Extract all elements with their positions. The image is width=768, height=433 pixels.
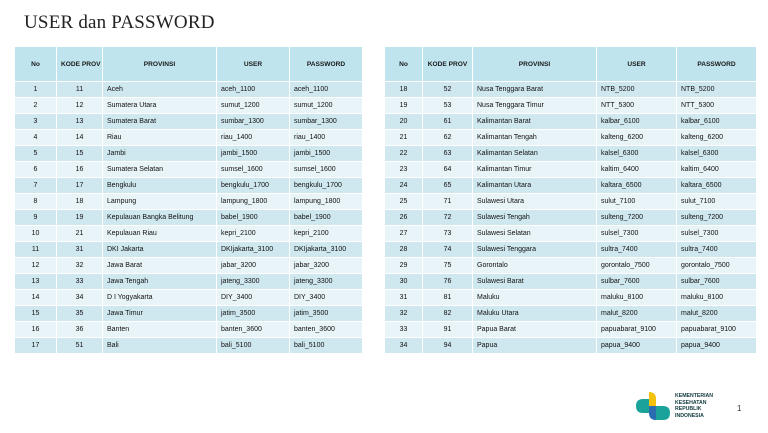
cell-no: 25 — [385, 194, 423, 210]
cell-user: kaltim_6400 — [597, 162, 677, 178]
cell-no: 4 — [15, 130, 57, 146]
cell-no: 11 — [15, 242, 57, 258]
cell-user: NTT_5300 — [597, 98, 677, 114]
cell-no: 8 — [15, 194, 57, 210]
header-user: USER — [217, 47, 290, 82]
cell-kode-prov: 75 — [423, 258, 473, 274]
header-password: PASSWORD — [677, 47, 757, 82]
header-kode-prov: KODE PROV — [423, 47, 473, 82]
cell-user: bali_5100 — [217, 338, 290, 354]
table-row — [385, 146, 757, 162]
cell-kode-prov: 13 — [57, 114, 103, 130]
cell-no: 22 — [385, 146, 423, 162]
cell-no: 19 — [385, 98, 423, 114]
cell-no: 27 — [385, 226, 423, 242]
cell-no: 21 — [385, 130, 423, 146]
table-row — [15, 178, 363, 194]
cell-provinsi: Kalimantan Barat — [473, 114, 597, 130]
cell-no: 14 — [15, 290, 57, 306]
cell-provinsi: Sulawesi Tengah — [473, 210, 597, 226]
cell-provinsi: Nusa Tenggara Timur — [473, 98, 597, 114]
cell-kode-prov: 62 — [423, 130, 473, 146]
cell-password: bengkulu_1700 — [290, 178, 363, 194]
cell-no: 33 — [385, 322, 423, 338]
cell-kode-prov: 82 — [423, 306, 473, 322]
cell-kode-prov: 81 — [423, 290, 473, 306]
cell-password: jambi_1500 — [290, 146, 363, 162]
table-row — [385, 114, 757, 130]
table-row — [15, 114, 363, 130]
cell-kode-prov: 73 — [423, 226, 473, 242]
cell-user: kalbar_6100 — [597, 114, 677, 130]
cell-provinsi: Jambi — [103, 146, 217, 162]
cell-provinsi: Kalimantan Utara — [473, 178, 597, 194]
cell-password: sulteng_7200 — [677, 210, 757, 226]
cell-password: banten_3600 — [290, 322, 363, 338]
cell-kode-prov: 63 — [423, 146, 473, 162]
cell-provinsi: Jawa Barat — [103, 258, 217, 274]
table-row — [15, 258, 363, 274]
cell-provinsi: Bali — [103, 338, 217, 354]
table-row — [15, 162, 363, 178]
cell-provinsi: DKI Jakarta — [103, 242, 217, 258]
cell-user: jabar_3200 — [217, 258, 290, 274]
table-row — [385, 242, 757, 258]
cell-provinsi: Sumatera Barat — [103, 114, 217, 130]
cell-kode-prov: 36 — [57, 322, 103, 338]
cell-user: riau_1400 — [217, 130, 290, 146]
cell-user: NTB_5200 — [597, 82, 677, 98]
cell-password: kaltara_6500 — [677, 178, 757, 194]
cell-password: kalteng_6200 — [677, 130, 757, 146]
header-kode-prov: KODE PROV — [57, 47, 103, 82]
logo-line: KESEHATAN — [675, 399, 707, 406]
cell-password: papuabarat_9100 — [677, 322, 757, 338]
cell-password: kepri_2100 — [290, 226, 363, 242]
table-row — [15, 82, 363, 98]
page-title: USER dan PASSWORD — [24, 12, 215, 33]
cell-password: sulbar_7600 — [677, 274, 757, 290]
cell-no: 15 — [15, 306, 57, 322]
table-row — [385, 274, 757, 290]
cell-user: papua_9400 — [597, 338, 677, 354]
cell-provinsi: Sulawesi Utara — [473, 194, 597, 210]
table-row — [385, 226, 757, 242]
cell-provinsi: Riau — [103, 130, 217, 146]
cell-provinsi: Sumatera Selatan — [103, 162, 217, 178]
cell-password: DKIjakarta_3100 — [290, 242, 363, 258]
cell-password: riau_1400 — [290, 130, 363, 146]
cell-user: lampung_1800 — [217, 194, 290, 210]
cell-password: DIY_3400 — [290, 290, 363, 306]
cell-password: NTB_5200 — [677, 82, 757, 98]
cell-password: NTT_5300 — [677, 98, 757, 114]
table-row — [385, 82, 757, 98]
cell-provinsi: Jawa Tengah — [103, 274, 217, 290]
cell-password: kalsel_6300 — [677, 146, 757, 162]
cell-no: 31 — [385, 290, 423, 306]
cell-password: sumut_1200 — [290, 98, 363, 114]
cell-password: kalbar_6100 — [677, 114, 757, 130]
table-row — [15, 98, 363, 114]
cell-password: gorontalo_7500 — [677, 258, 757, 274]
cell-kode-prov: 17 — [57, 178, 103, 194]
cell-kode-prov: 32 — [57, 258, 103, 274]
table-row — [385, 130, 757, 146]
cell-kode-prov: 76 — [423, 274, 473, 290]
cell-provinsi: Sulawesi Barat — [473, 274, 597, 290]
logo-line: INDONESIA — [675, 412, 704, 419]
logo-text — [675, 393, 713, 419]
table-row — [15, 242, 363, 258]
table-row — [385, 290, 757, 306]
cell-user: kaltara_6500 — [597, 178, 677, 194]
cell-user: sulbar_7600 — [597, 274, 677, 290]
cell-password: bali_5100 — [290, 338, 363, 354]
cell-kode-prov: 91 — [423, 322, 473, 338]
cell-password: papua_9400 — [677, 338, 757, 354]
logo-line: KEMENTERIAN — [675, 393, 714, 399]
cell-user: papuabarat_9100 — [597, 322, 677, 338]
cell-kode-prov: 21 — [57, 226, 103, 242]
table-body-right — [385, 82, 757, 354]
table-header-row — [385, 47, 757, 82]
cell-provinsi: Bengkulu — [103, 178, 217, 194]
cell-user: sulteng_7200 — [597, 210, 677, 226]
cell-provinsi: Papua — [473, 338, 597, 354]
cell-password: sulsel_7300 — [677, 226, 757, 242]
cell-user: malut_8200 — [597, 306, 677, 322]
table-row — [15, 322, 363, 338]
cell-kode-prov: 12 — [57, 98, 103, 114]
cell-kode-prov: 15 — [57, 146, 103, 162]
cell-password: jatim_3500 — [290, 306, 363, 322]
cell-password: lampung_1800 — [290, 194, 363, 210]
cell-kode-prov: 72 — [423, 210, 473, 226]
cell-user: sultra_7400 — [597, 242, 677, 258]
cell-kode-prov: 65 — [423, 178, 473, 194]
cell-user: banten_3600 — [217, 322, 290, 338]
cell-provinsi: Jawa Timur — [103, 306, 217, 322]
cell-no: 24 — [385, 178, 423, 194]
cell-password: kaltim_6400 — [677, 162, 757, 178]
header-user: USER — [597, 47, 677, 82]
cell-kode-prov: 52 — [423, 82, 473, 98]
cell-kode-prov: 11 — [57, 82, 103, 98]
cell-user: sulut_7100 — [597, 194, 677, 210]
cell-kode-prov: 61 — [423, 114, 473, 130]
cell-no: 5 — [15, 146, 57, 162]
cell-password: sumbar_1300 — [290, 114, 363, 130]
cell-provinsi: Kalimantan Tengah — [473, 130, 597, 146]
cell-user: kepri_2100 — [217, 226, 290, 242]
cell-provinsi: Sumatera Utara — [103, 98, 217, 114]
cell-user: jatim_3500 — [217, 306, 290, 322]
page-number: 1 — [737, 404, 742, 413]
cell-no: 2 — [15, 98, 57, 114]
header-provinsi: PROVINSI — [473, 47, 597, 82]
table-row — [385, 194, 757, 210]
table-row — [385, 322, 757, 338]
table-row — [385, 178, 757, 194]
cell-user: sulsel_7300 — [597, 226, 677, 242]
cell-kode-prov: 64 — [423, 162, 473, 178]
cell-password: babel_1900 — [290, 210, 363, 226]
table-row — [15, 290, 363, 306]
cell-user: gorontalo_7500 — [597, 258, 677, 274]
cell-user: babel_1900 — [217, 210, 290, 226]
header-password: PASSWORD — [290, 47, 363, 82]
cell-provinsi: Kepulauan Riau — [103, 226, 217, 242]
cell-provinsi: Banten — [103, 322, 217, 338]
cell-user: aceh_1100 — [217, 82, 290, 98]
cell-user: sumbar_1300 — [217, 114, 290, 130]
cell-password: maluku_8100 — [677, 290, 757, 306]
cell-no: 23 — [385, 162, 423, 178]
cell-user: maluku_8100 — [597, 290, 677, 306]
table-row — [15, 146, 363, 162]
table-row — [385, 98, 757, 114]
table-row — [385, 258, 757, 274]
kemenkes-logo-icon — [632, 389, 674, 423]
cell-kode-prov: 35 — [57, 306, 103, 322]
cell-provinsi: Sulawesi Selatan — [473, 226, 597, 242]
cell-no: 30 — [385, 274, 423, 290]
cell-no: 18 — [385, 82, 423, 98]
cell-no: 9 — [15, 210, 57, 226]
cell-password: malut_8200 — [677, 306, 757, 322]
cell-user: kalteng_6200 — [597, 130, 677, 146]
table-row — [15, 194, 363, 210]
header-no: No — [15, 47, 57, 82]
cell-no: 1 — [15, 82, 57, 98]
cell-no: 10 — [15, 226, 57, 242]
cell-kode-prov: 31 — [57, 242, 103, 258]
cell-kode-prov: 33 — [57, 274, 103, 290]
cell-user: jambi_1500 — [217, 146, 290, 162]
cell-kode-prov: 94 — [423, 338, 473, 354]
cell-provinsi: Kalimantan Timur — [473, 162, 597, 178]
cell-provinsi: D I Yogyakarta — [103, 290, 217, 306]
cell-user: sumut_1200 — [217, 98, 290, 114]
header-provinsi: PROVINSI — [103, 47, 217, 82]
cell-no: 3 — [15, 114, 57, 130]
cell-no: 16 — [15, 322, 57, 338]
cell-user: bengkulu_1700 — [217, 178, 290, 194]
cell-no: 29 — [385, 258, 423, 274]
cell-password: sultra_7400 — [677, 242, 757, 258]
cell-kode-prov: 53 — [423, 98, 473, 114]
cell-provinsi: Maluku — [473, 290, 597, 306]
cell-kode-prov: 74 — [423, 242, 473, 258]
cell-user: jateng_3300 — [217, 274, 290, 290]
cell-no: 28 — [385, 242, 423, 258]
cell-kode-prov: 51 — [57, 338, 103, 354]
table-row — [385, 338, 757, 354]
cell-provinsi: Gorontalo — [473, 258, 597, 274]
cell-no: 32 — [385, 306, 423, 322]
cell-provinsi: Maluku Utara — [473, 306, 597, 322]
table-row — [15, 226, 363, 242]
cell-provinsi: Kepulauan Bangka Belitung — [103, 210, 217, 226]
cell-no: 26 — [385, 210, 423, 226]
table-row — [15, 306, 363, 322]
cell-kode-prov: 14 — [57, 130, 103, 146]
table-row — [15, 130, 363, 146]
table-row — [385, 210, 757, 226]
table-header-row — [15, 47, 363, 82]
cell-provinsi: Sulawesi Tenggara — [473, 242, 597, 258]
table-row — [385, 306, 757, 322]
cell-user: DKIjakarta_3100 — [217, 242, 290, 258]
cell-provinsi: Lampung — [103, 194, 217, 210]
table-row — [15, 338, 363, 354]
cell-no: 7 — [15, 178, 57, 194]
cell-provinsi: Papua Barat — [473, 322, 597, 338]
cell-password: sumsel_1600 — [290, 162, 363, 178]
header-no: No — [385, 47, 423, 82]
logo-line: REPUBLIK — [675, 406, 702, 412]
cell-password: sulut_7100 — [677, 194, 757, 210]
cell-kode-prov: 71 — [423, 194, 473, 210]
cell-password: jateng_3300 — [290, 274, 363, 290]
cell-kode-prov: 16 — [57, 162, 103, 178]
cell-no: 34 — [385, 338, 423, 354]
cell-kode-prov: 19 — [57, 210, 103, 226]
credentials-table-left — [14, 46, 363, 354]
cell-no: 12 — [15, 258, 57, 274]
cell-provinsi: Nusa Tenggara Barat — [473, 82, 597, 98]
table-row — [385, 162, 757, 178]
cell-no: 6 — [15, 162, 57, 178]
cell-no: 13 — [15, 274, 57, 290]
cell-provinsi: Kalimantan Selatan — [473, 146, 597, 162]
cell-no: 17 — [15, 338, 57, 354]
cell-provinsi: Aceh — [103, 82, 217, 98]
cell-user: DIY_3400 — [217, 290, 290, 306]
table-body-left — [15, 82, 363, 354]
cell-kode-prov: 34 — [57, 290, 103, 306]
cell-password: jabar_3200 — [290, 258, 363, 274]
cell-kode-prov: 18 — [57, 194, 103, 210]
cell-no: 20 — [385, 114, 423, 130]
table-row — [15, 274, 363, 290]
cell-user: sumsel_1600 — [217, 162, 290, 178]
cell-user: kalsel_6300 — [597, 146, 677, 162]
cell-password: aceh_1100 — [290, 82, 363, 98]
table-row — [15, 210, 363, 226]
credentials-table-right — [384, 46, 757, 354]
